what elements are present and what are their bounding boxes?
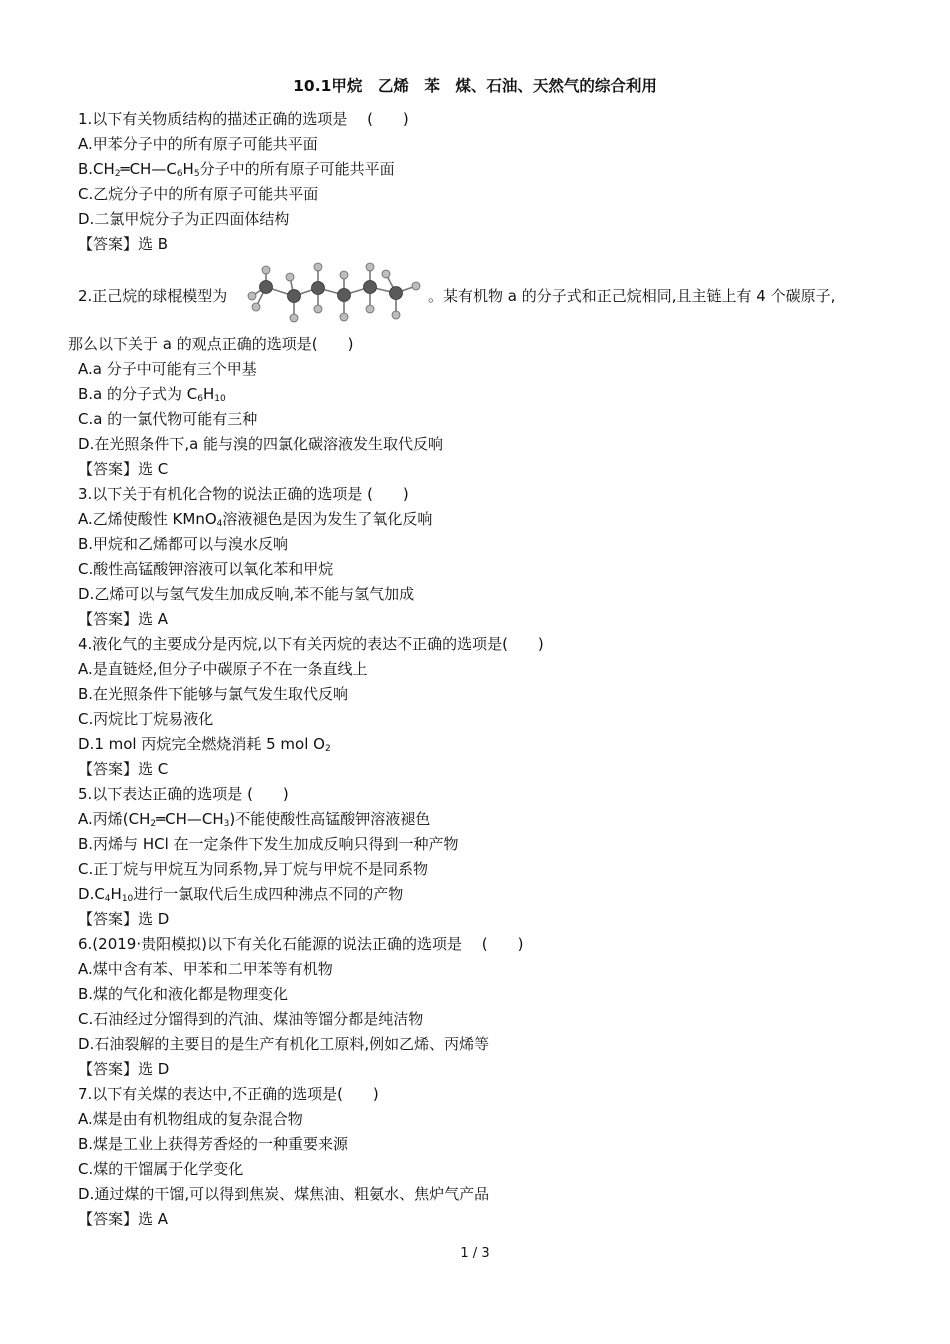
q3-stem: 3.以下关于有机化合物的说法正确的选项是 ( ): [78, 485, 409, 503]
page-number: 1 / 3: [460, 1246, 490, 1261]
q2-option-a: A.a 分子中可能有三个甲基: [78, 360, 257, 378]
q1-option-b: $B.CH_2═CH—C_6H_5$分子中的所有原子可能共平面: [78, 160, 395, 179]
q6-answer: 【答案】选 D: [78, 1060, 170, 1078]
q3-option-c: C.酸性高锰酸钾溶液可以氧化苯和甲烷: [78, 560, 334, 578]
q2-option-c: C.a 的一氯代物可能有三种: [78, 410, 258, 428]
q7-option-b: B.煤是工业上获得芳香烃的一种重要来源: [78, 1135, 349, 1153]
q6-option-b: B.煤的气化和液化都是物理变化: [78, 985, 289, 1003]
q1-answer: 【答案】选 B: [78, 235, 169, 253]
q3-answer: 【答案】选 A: [78, 610, 169, 628]
q5-option-c: C.正丁烷与甲烷互为同系物,异丁烷与甲烷不是同系物: [78, 860, 429, 878]
q2-option-b: B.a 的分子式为 $C_6H_{10}$: [78, 385, 226, 404]
q3-option-a: A.乙烯使酸性 KMnO$_4$溶液褪色是因为发生了氧化反响: [78, 510, 433, 529]
q1-option-a: A.甲苯分子中的所有原子可能共平面: [78, 135, 318, 153]
q7-answer: 【答案】选 A: [78, 1210, 169, 1228]
q3-option-d: D.乙烯可以与氢气发生加成反响,苯不能与氢气加成: [78, 585, 415, 603]
q7-stem: 7.以下有关煤的表达中,不正确的选项是( ): [78, 1085, 379, 1103]
document-title: 10.1甲烷 乙烯 苯 煤、石油、天然气的综合利用: [293, 77, 657, 95]
hexane-ball-stick-model: [244, 262, 430, 328]
q2-option-d: D.在光照条件下,a 能与溴的四氯化碳溶液发生取代反响: [78, 435, 444, 453]
q7-option-a: A.煤是由有机物组成的复杂混合物: [78, 1110, 303, 1128]
q3-option-b: B.甲烷和乙烯都可以与溴水反响: [78, 535, 289, 553]
q2-stem-part1: 2.正己烷的球棍模型为: [78, 287, 228, 305]
q5-option-a: A.丙烯$(CH_2═CH—CH_3)$不能使酸性高锰酸钾溶液褪色: [78, 810, 431, 829]
q2-stem-row: [78, 262, 898, 328]
q5-answer: 【答案】选 D: [78, 910, 170, 928]
q6-option-d: D.石油裂解的主要目的是生产有机化工原料,例如乙烯、丙烯等: [78, 1035, 490, 1053]
q2-answer: 【答案】选 C: [78, 460, 169, 478]
q4-option-b: B.在光照条件下能够与氯气发生取代反响: [78, 685, 349, 703]
q1-option-c: C.乙烷分子中的所有原子可能共平面: [78, 185, 319, 203]
q4-option-a: A.是直链烃,但分子中碳原子不在一条直线上: [78, 660, 368, 678]
q6-option-a: A.煤中含有苯、甲苯和二甲苯等有机物: [78, 960, 333, 978]
q6-stem: 6.(2019·贵阳模拟)以下有关化石能源的说法正确的选项是 ( ): [78, 935, 524, 953]
q1-stem: 1.以下有关物质结构的描述正确的选项是 ( ): [78, 110, 409, 128]
q2-stem-part2: 。某有机物 a 的分子式和正己烷相同,且主链上有 4 个碳原子,: [428, 287, 836, 305]
q4-option-c: C.丙烷比丁烷易液化: [78, 710, 214, 728]
q4-answer: 【答案】选 C: [78, 760, 169, 778]
q5-stem: 5.以下表达正确的选项是 ( ): [78, 785, 289, 803]
q7-option-d: D.通过煤的干馏,可以得到焦炭、煤焦油、粗氨水、焦炉气产品: [78, 1185, 490, 1203]
q6-option-c: C.石油经过分馏得到的汽油、煤油等馏分都是纯洁物: [78, 1010, 424, 1028]
q2-stem-part3: 那么以下关于 a 的观点正确的选项是( ): [68, 335, 354, 353]
q4-stem: 4.液化气的主要成分是丙烷,以下有关丙烷的表达不正确的选项是( ): [78, 635, 544, 653]
q1-option-d: D.二氯甲烷分子为正四面体结构: [78, 210, 290, 228]
q4-option-d: D.1 mol 丙烷完全燃烧消耗 5 mol $O_2$: [78, 735, 331, 754]
q5-option-b: B.丙烯与 HCl 在一定条件下发生加成反响只得到一种产物: [78, 835, 459, 853]
q7-option-c: C.煤的干馏属于化学变化: [78, 1160, 244, 1178]
q5-option-d: $D.C_4H_{10}$进行一氯取代后生成四种沸点不同的产物: [78, 885, 404, 904]
